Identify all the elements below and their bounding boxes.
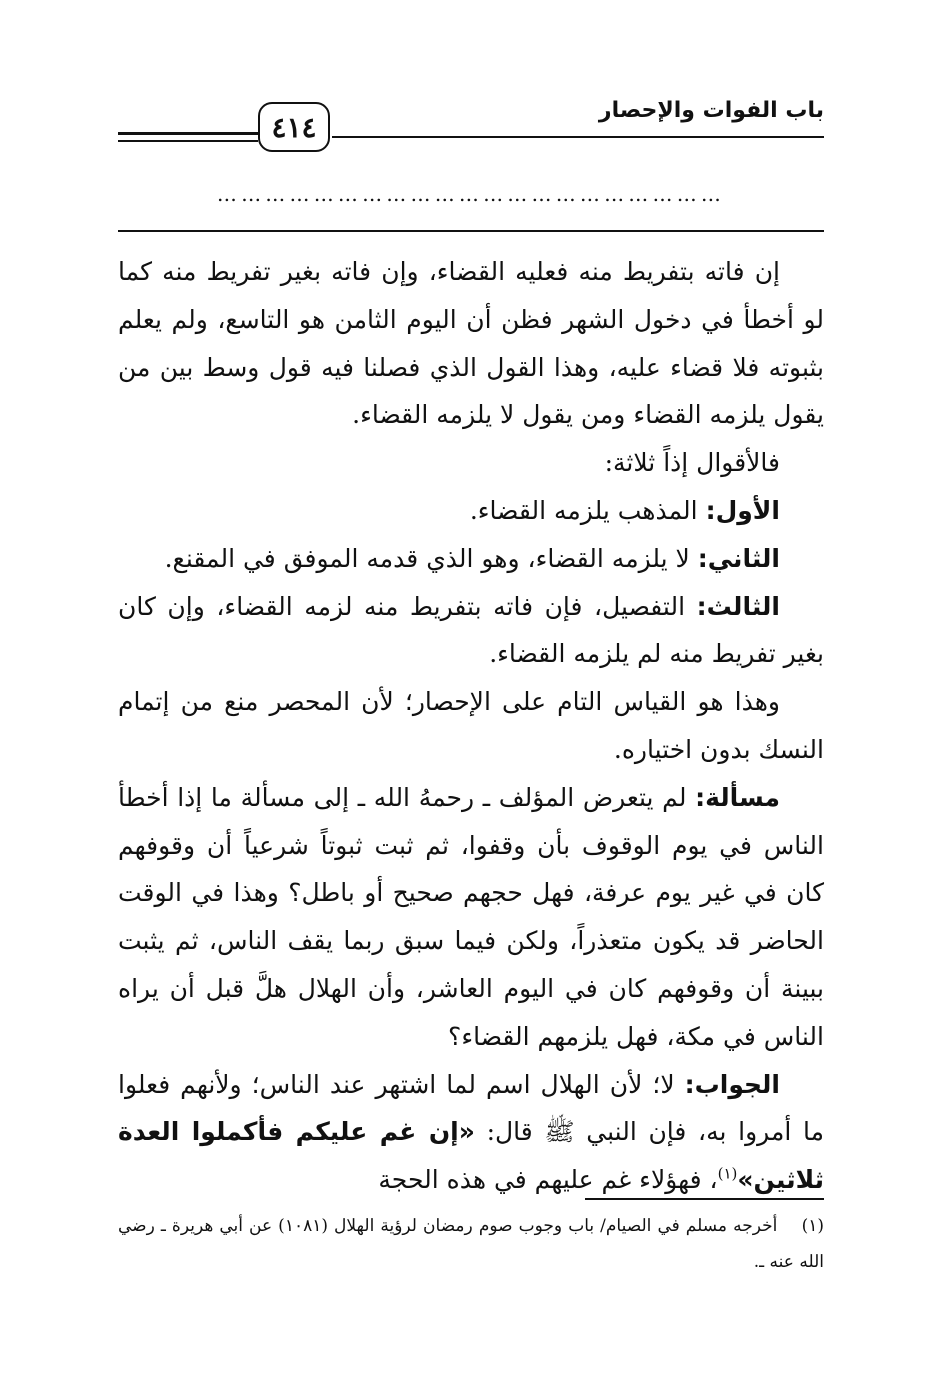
paragraph-second-opinion [118, 535, 824, 583]
paragraph-qiyas: وهذا هو القياس التام على الإحصار؛ لأن المحصر منع من إتمام النسك بدون اختياره. [118, 687, 824, 764]
page-number: ٤١٤ [258, 102, 330, 152]
paragraph-answer [118, 1061, 824, 1204]
second-opinion-label: الثاني: [697, 543, 780, 573]
footnote-1 [118, 1208, 824, 1280]
first-opinion-text: المذهب يلزمه القضاء. [469, 495, 706, 525]
header-rule-thin [118, 140, 258, 142]
paragraph-1: إن فاته بتفريط منه فعليه القضاء، وإن فاته بغير تفريط منه كما لو أخطأ في دخول الشهر فظن أن اليوم الثامن هو التاسع، ولم يعلم بثبوته فلا قضاء عليه، وهذا القول الذي فصلنا فيه قول وسط بين من يقول يلزمه القضاء ومن يقول لا يلزمه القضاء. [118, 257, 824, 430]
third-opinion-text: التفصيل، فإن فاته بتفريط منه لزمه القضاء، وإن كان بغير تفريط منه لم يلزمه القضاء. [118, 591, 824, 669]
question-text: لم يتعرض المؤلف ـ رحمهُ الله ـ إلى مسألة ما إذا أخطأ الناس في يوم الوقوف بأن وقفوا، ثم ثبت ثبوتاً شرعياً أن وقوفهم كان في غير يوم عرفة، فهل حجهم صحيح أو باطل؟ وهذا في الوقت الحاضر قد يكون متعذراً، ولكن فيما سبق ربما يقف الناس، ثم يثبت ببينة أن وقوفهم كان في اليوم العاشر، وأن الهلال هلَّ قبل أن يراه الناس في مكة، فهل يلزمهم القضاء؟ [118, 782, 824, 1051]
main-text [118, 248, 824, 1204]
third-opinion-label: الثالث: [696, 591, 780, 621]
answer-label: الجواب: [684, 1069, 780, 1099]
first-opinion-label: الأول: [705, 495, 780, 525]
running-title: باب الفوات والإحصار [598, 98, 824, 123]
footnote-reference[interactable]: (١) [717, 1164, 738, 1183]
paragraph-first-opinion [118, 487, 824, 535]
answer-text-start: لا؛ لأن الهلال اسم لما اشتهر عند الناس؛ ولأنهم فعلوا ما أمروا به، فإن النبي ﷺ قال: [118, 1069, 824, 1147]
dotted-separator: ……………………………………………………… [216, 184, 726, 204]
footnotes [118, 1208, 824, 1280]
running-title-underline [332, 136, 824, 138]
footnote-marker: (١) [801, 1216, 824, 1236]
question-label: مسألة: [695, 782, 780, 812]
hadith-quote: «إن غم عليكم فأكملوا العدة ثلاثين» [118, 1117, 824, 1195]
paragraph-2: فالأقوال إذاً ثلاثة: [604, 448, 780, 478]
footnote-separator [585, 1198, 824, 1200]
paragraph-question [118, 774, 824, 1061]
page-header [118, 88, 824, 168]
header-rule-thick [118, 132, 258, 135]
second-opinion-text: لا يلزمه القضاء، وهو الذي قدمه الموفق في المقنع. [164, 543, 698, 573]
paragraph-third-opinion [118, 583, 824, 679]
header-separator-rule [118, 230, 824, 232]
answer-text-end: ، فهؤلاء غم عليهم في هذه الحجة [378, 1165, 718, 1195]
footnote-text: أخرجه مسلم في الصيام/ باب وجوب صوم رمضان لرؤية الهلال (١٠٨١) عن أبي هريرة ـ رضي الله عنه ـ. [118, 1216, 824, 1272]
